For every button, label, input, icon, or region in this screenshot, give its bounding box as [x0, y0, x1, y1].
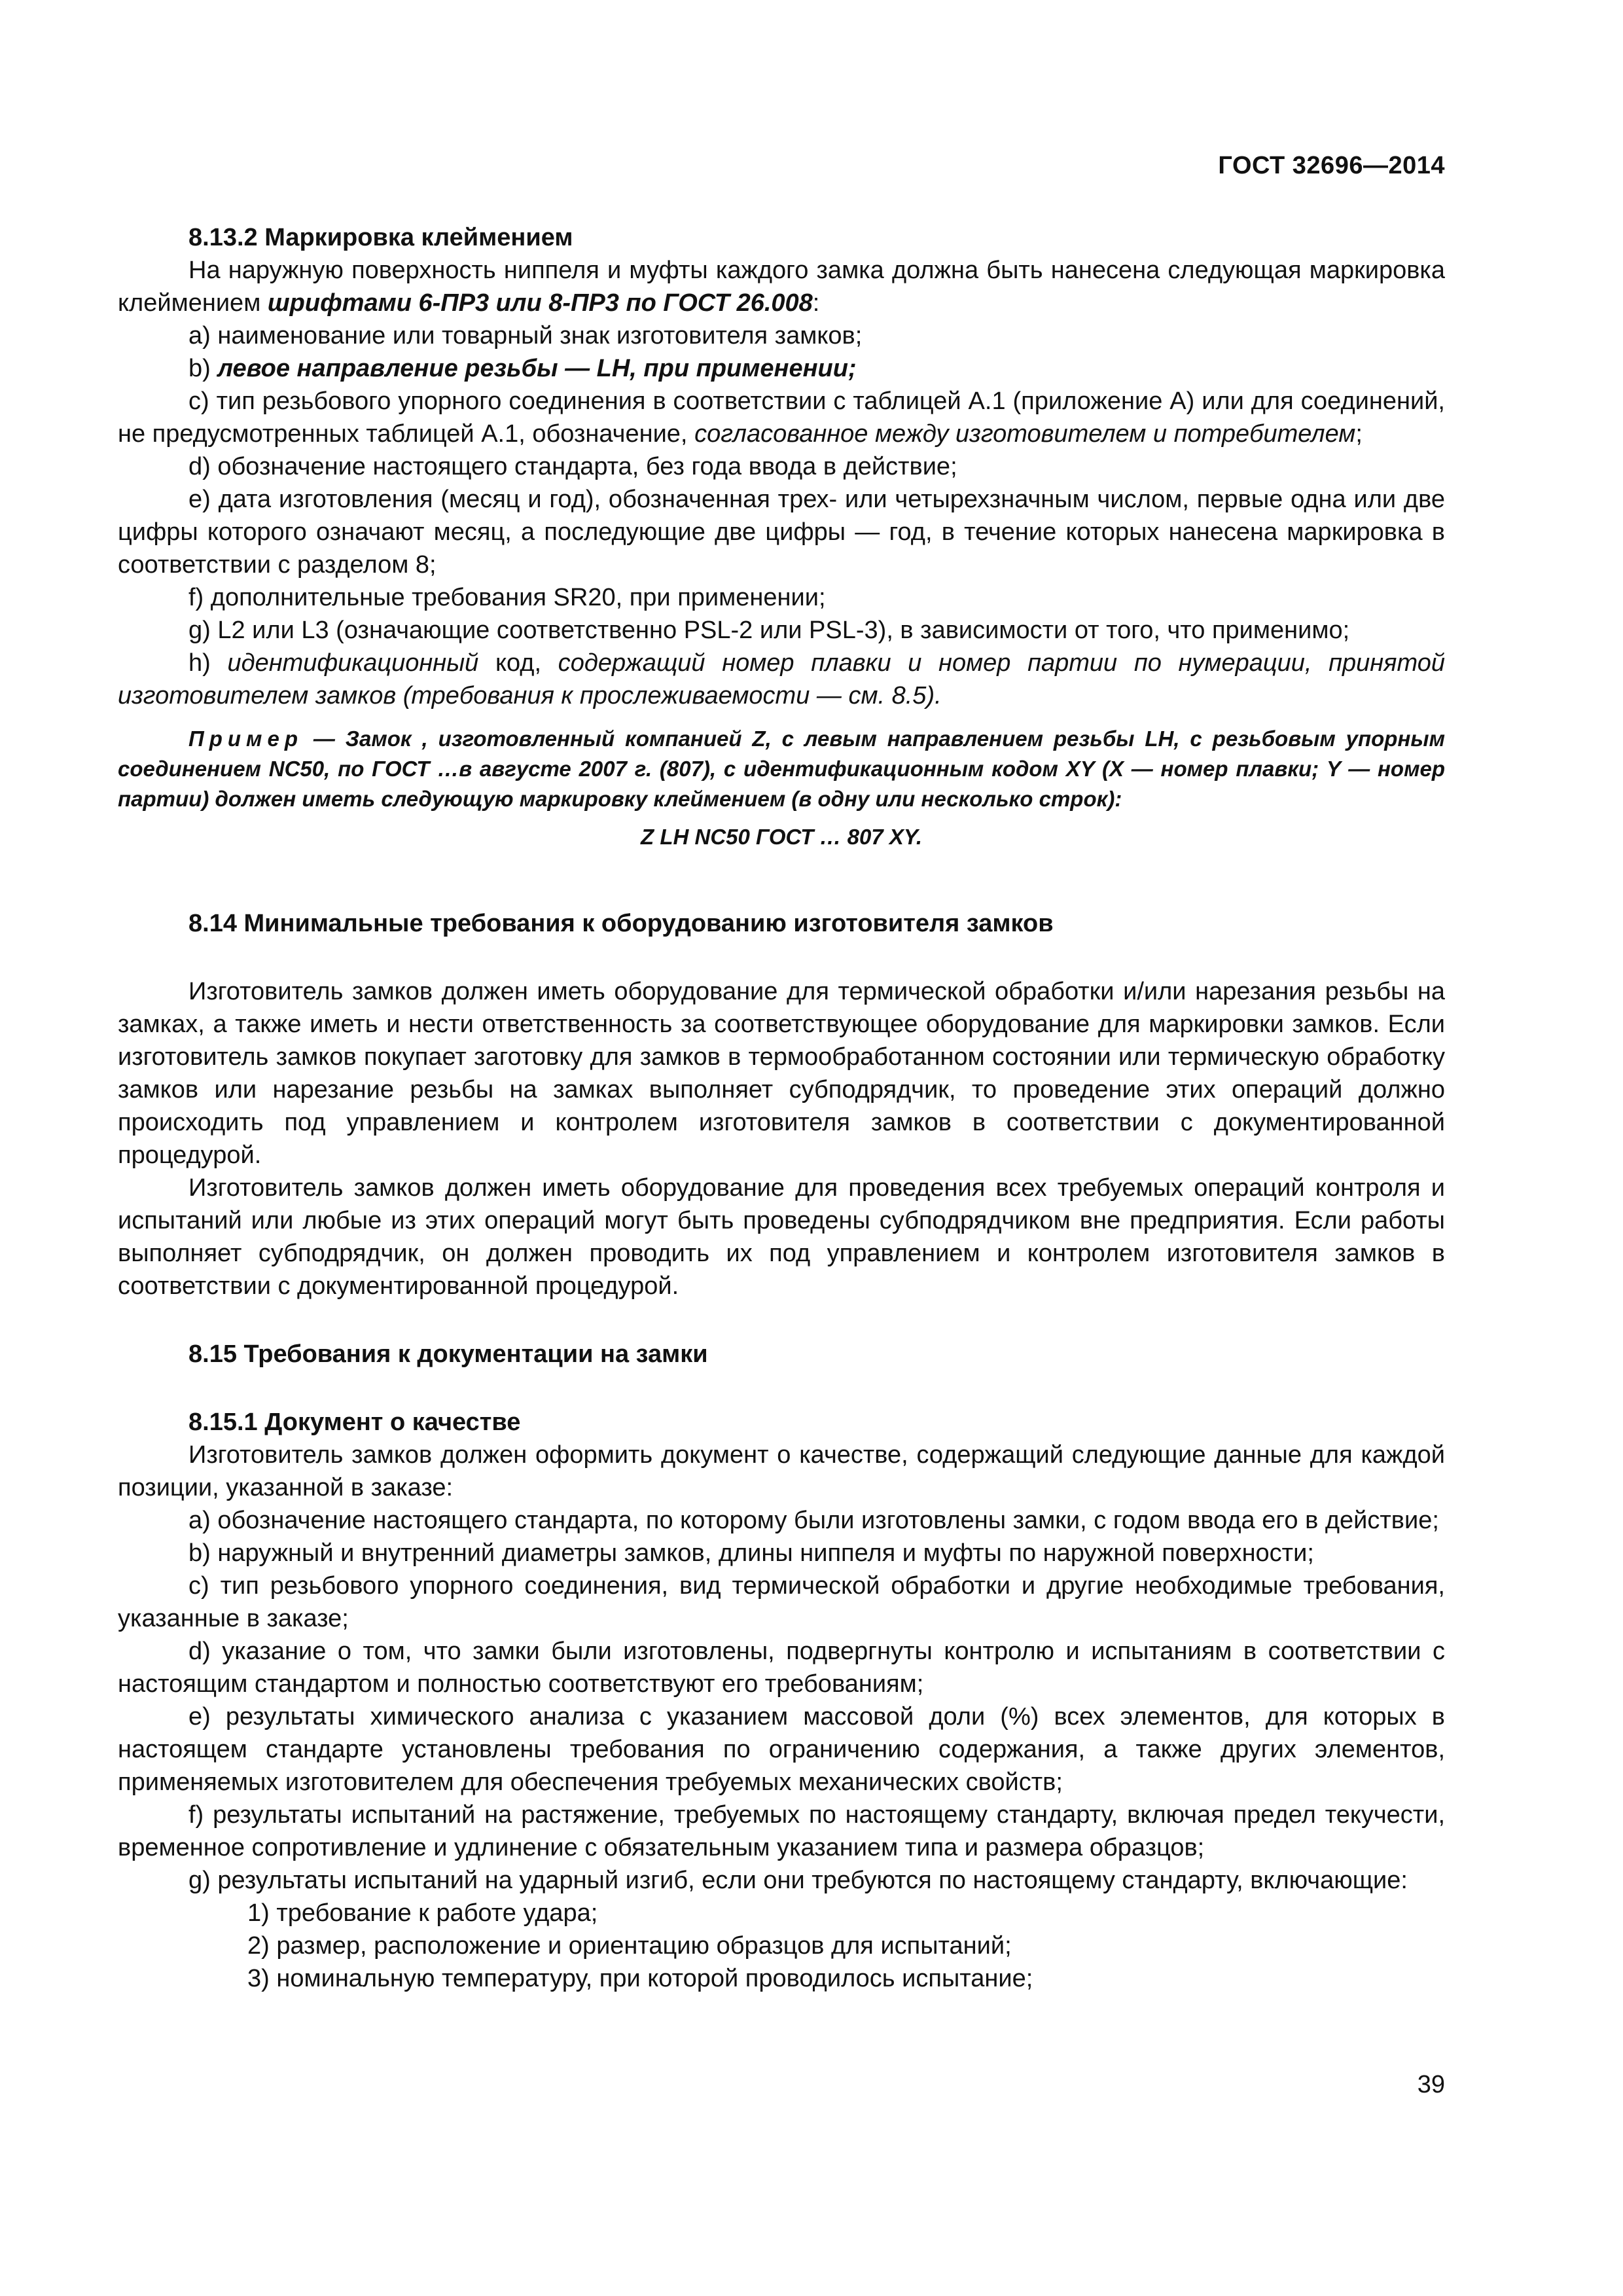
quality-item-g: g) результаты испытаний на ударный изгиб, если они требуются по настоящему стандарту, включающие: — [188, 1867, 1408, 1894]
page-number: 39 — [1417, 2071, 1445, 2098]
list-item-f: f) дополнительные требования SR20, при применении; — [188, 584, 826, 611]
quality-item-a: а) обозначение настоящего стандарта, по которому были изготовлены замки, с годом ввода его в действие; — [188, 1507, 1439, 1534]
list-item-e: е) дата изготовления (месяц и год), обозначенная трех- или четырехзначным числом, первые одна или две цифры которого означают месяц, а последующие две цифры — год, в течение которых нанесена маркировка в соответствии с разделом 8; — [118, 486, 1445, 579]
list-item-a: а) наименование или товарный знак изготовителя замков; — [188, 322, 863, 350]
quality-item-f: f) результаты испытаний на растяжение, требуемых по настоящему стандарту, включая предел текучести, временное сопротивление и удлинение с обязательным указанием типа и размера образцов; — [118, 1801, 1445, 1861]
section-heading-8-14: 8.14 Минимальные требования к оборудованию изготовителя замков — [188, 910, 1054, 937]
paragraph-quality-intro: Изготовитель замков должен оформить документ о качестве, содержащий следующие данные для каждой позиции, указанной в заказе: — [118, 1441, 1445, 1501]
quality-item-d: d) указание о том, что замки были изготовлены, подвергнуты контролю и испытаниям в соответствии с настоящим стандартом и полностью соответствуют его требованиям; — [118, 1638, 1445, 1698]
list-item-d: d) обозначение настоящего стандарта, без года ввода в действие; — [188, 453, 957, 480]
paragraph-8-14-1: Изготовитель замков должен иметь оборудование для термической обработки и/или нарезания резьбы на замках, а также иметь и нести ответственность за соответствующее оборудование для маркировки замков. Если изготовитель замков покупает заготовку для замков в термообработанном состоянии или термическую обработку замков или нарезание резьбы на замках выполняет субподрядчик, то проведение этих операций должно происходить под управлением и контролем изготовителя замков в соответствии с документированной процедурой. — [118, 978, 1445, 1169]
quality-item-e: е) результаты химического анализа с указанием массовой доли (%) всех элементов, для которых в настоящем стандарте установлены требования по ограничению содержания, а также других элементов, применяемых изготовителем для обеспечения требуемых механических свойств; — [118, 1703, 1445, 1796]
quality-subitem-1: 1) требование к работе удара; — [247, 1899, 598, 1927]
list-item-b: b) левое направление резьбы — LH, при применении; — [188, 355, 857, 382]
document-number: ГОСТ 32696—2014 — [1218, 152, 1445, 179]
quality-item-c: с) тип резьбового упорного соединения, вид термической обработки и другие необходимые требования, указанные в заказе; — [118, 1572, 1445, 1632]
list-item-c: с) тип резьбового упорного соединения в соответствии с таблицей А.1 (приложение А) или для соединений, не предусмотренных таблицей А.1, обозначение, согласованное между изготовителем и потребителем; — [118, 387, 1445, 448]
example-marking: Z LH NC50 ГОСТ … 807 XY. — [641, 825, 922, 849]
section-heading-8-13-2: 8.13.2 Маркировка клеймением — [188, 224, 573, 251]
example-note: Пример — Замок , изготовленный компанией Z, с левым направлением резьбы LH, с резьбовым упорным соединением NC50, по ГОСТ …в августе 2007 г. (807), с идентификационным кодом XY (X — номер плавки; Y — номер партии) должен иметь следующую маркировку клеймением (в одну или несколько строк): — [118, 726, 1445, 811]
quality-subitem-2: 2) размер, расположение и ориентацию образцов для испытаний; — [247, 1932, 1012, 1960]
list-item-h: h) идентификационный код, содержащий номер плавки и номер партии по нумерации, принятой изготовителем замков (требования к прослеживаемости — см. 8.5). — [118, 649, 1445, 709]
list-item-g: g) L2 или L3 (означающие соответственно PSL-2 или PSL-3), в зависимости от того, что применимо; — [188, 617, 1350, 644]
quality-subitem-3: 3) номинальную температуру, при которой проводилось испытание; — [247, 1965, 1033, 1992]
paragraph-marking-intro: На наружную поверхность ниппеля и муфты каждого замка должна быть нанесена следующая маркировка клеймением шрифтами 6-ПР3 или 8-ПР3 по ГОСТ 26.008: — [118, 257, 1445, 317]
page-content — [118, 221, 1445, 1995]
quality-item-b: b) наружный и внутренний диаметры замков, длины ниппеля и муфты по наружной поверхности; — [188, 1539, 1314, 1567]
paragraph-8-14-2: Изготовитель замков должен иметь оборудование для проведения всех требуемых операций контроля и испытаний или любые из этих операций могут быть проведены субподрядчиком вне предприятия. Если работы выполняет субподрядчик, он должен проводить их под управлением и контролем изготовителя замков в соответствии с документированной процедурой. — [118, 1174, 1445, 1300]
section-heading-8-15: 8.15 Требования к документации на замки — [188, 1340, 708, 1368]
section-heading-8-15-1: 8.15.1 Документ о качестве — [188, 1408, 521, 1436]
